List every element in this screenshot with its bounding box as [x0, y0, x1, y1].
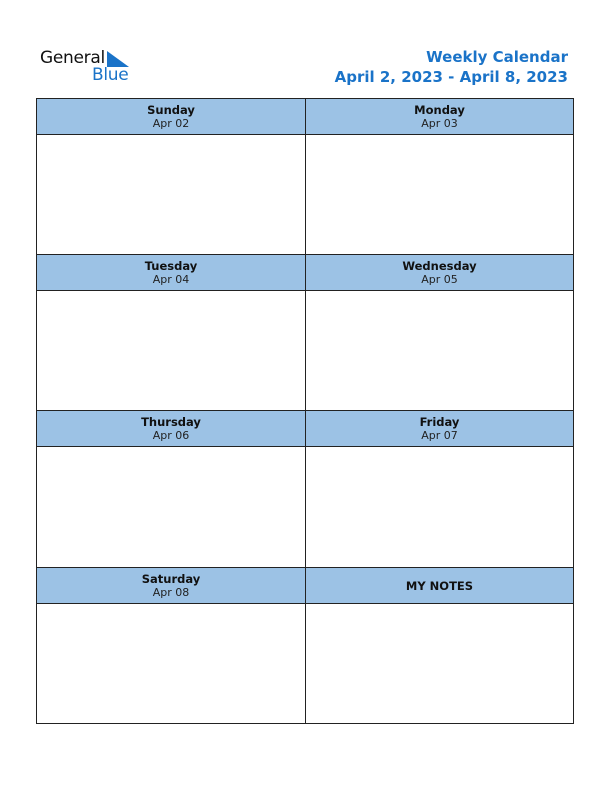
day-notes-area[interactable]	[37, 604, 305, 723]
day-date: Apr 02	[152, 117, 190, 130]
notes-label: MY NOTES	[405, 579, 474, 593]
day-header	[306, 411, 573, 447]
day-cell-sunday	[37, 99, 305, 255]
day-cell-monday	[306, 99, 573, 255]
day-date: Apr 08	[152, 586, 190, 599]
page-title: Weekly Calendar	[426, 48, 568, 66]
day-name: Monday	[414, 103, 465, 117]
day-notes-area[interactable]	[37, 447, 305, 568]
day-name: Saturday	[141, 572, 201, 586]
row-divider	[37, 254, 573, 255]
day-header	[37, 411, 305, 447]
notes-header	[306, 568, 573, 604]
calendar-grid	[36, 98, 574, 724]
day-notes-area[interactable]	[37, 135, 305, 255]
notes-cell	[306, 568, 573, 723]
date-range: April 2, 2023 - April 8, 2023	[334, 68, 568, 86]
day-header	[306, 255, 573, 291]
day-name: Thursday	[141, 415, 201, 429]
day-cell-tuesday	[37, 255, 305, 411]
day-cell-wednesday	[306, 255, 573, 411]
day-date: Apr 06	[152, 429, 190, 442]
day-header	[37, 568, 305, 604]
day-date: Apr 07	[421, 429, 458, 442]
day-header	[306, 99, 573, 135]
day-date: Apr 05	[421, 273, 458, 286]
day-name: Sunday	[147, 103, 195, 117]
day-cell-saturday	[37, 568, 305, 723]
day-notes-area[interactable]	[306, 135, 573, 255]
logo-word-blue: Blue	[92, 65, 129, 85]
row-divider	[37, 410, 573, 411]
day-header	[37, 99, 305, 135]
row-divider	[37, 567, 573, 568]
notes-area[interactable]	[306, 604, 573, 723]
day-notes-area[interactable]	[37, 291, 305, 411]
logo-word-general: General	[40, 48, 105, 68]
day-header	[37, 255, 305, 291]
day-cell-friday	[306, 411, 573, 568]
day-date: Apr 03	[421, 117, 458, 130]
day-notes-area[interactable]	[306, 447, 573, 568]
day-notes-area[interactable]	[306, 291, 573, 411]
day-date: Apr 04	[152, 273, 190, 286]
column-divider	[305, 99, 306, 723]
day-name: Friday	[419, 415, 460, 429]
day-name: Wednesday	[402, 259, 477, 273]
day-cell-thursday	[37, 411, 305, 568]
logo	[40, 48, 140, 88]
day-name: Tuesday	[144, 259, 198, 273]
